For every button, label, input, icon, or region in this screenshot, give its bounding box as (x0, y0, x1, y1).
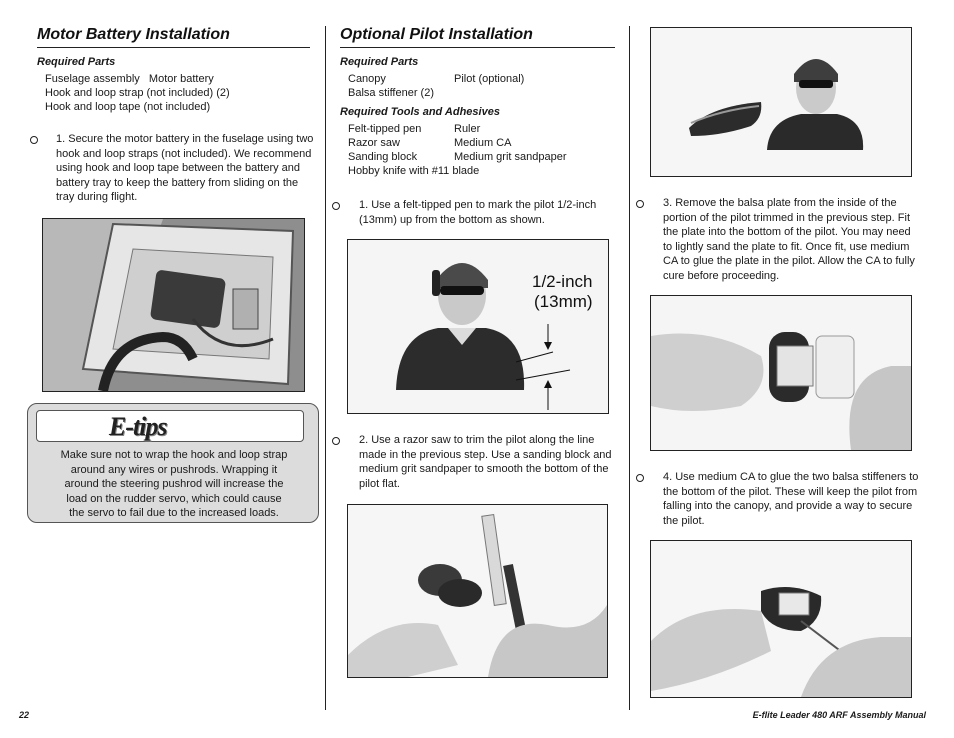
tools-row (348, 150, 623, 164)
pilot-section-heading: Optional Pilot Installation (340, 26, 615, 48)
column-divider-left (325, 26, 326, 710)
pilot-marking-photo (347, 239, 609, 414)
step-line: tray during flight. (56, 191, 138, 203)
measurement-label-mm: (13mm) (534, 292, 593, 311)
tools-item: Felt-tipped pen (348, 123, 422, 135)
etips-line: the servo to fail due to the increased loads. (69, 507, 279, 519)
manual-title-footer: E-flite Leader 480 ARF Assembly Manual (752, 710, 926, 720)
checkbox-bullet[interactable] (332, 437, 340, 445)
etips-banner (36, 410, 304, 442)
checkbox-bullet[interactable] (30, 136, 38, 144)
step-line: 1. Use a felt-tipped pen to mark the pilot 1/2-inch (359, 199, 597, 211)
step-line: 2. Use a razor saw to trim the pilot along the line (359, 434, 595, 446)
etips-line: around the steering pushrod will increase the (64, 478, 284, 490)
parts-item: Balsa stiffener (2) (348, 87, 435, 99)
parts-item: Pilot (optional) (454, 73, 525, 85)
etips-line: load on the rudder servo, which could cause (66, 492, 282, 505)
pilot-step-2 (359, 433, 621, 491)
motor-section-heading: Motor Battery Installation (37, 26, 310, 48)
parts-item: Canopy (348, 73, 386, 85)
tools-row (348, 122, 623, 136)
fuselage-battery-photo (42, 218, 305, 392)
pilot-sawing-photo (347, 504, 608, 678)
parts-row (348, 72, 618, 86)
step-line: (13mm) up from the bottom as shown. (359, 213, 545, 226)
parts-item: Hook and loop strap (not included) (2) (45, 87, 230, 99)
step-line: 4. Use medium CA to glue the two balsa stiffeners to (663, 471, 919, 483)
etips-line: Make sure not to wrap the hook and loop strap (60, 449, 288, 461)
step-line: CA to glue the plate in the pilot. Allow the CA to fully (663, 255, 915, 267)
step-line: to lightly sand the plate to fit. Once fit, use medium (663, 240, 910, 253)
step-line: 1. Secure the motor battery in the fuselage using two (56, 133, 314, 145)
tools-row (348, 136, 623, 150)
checkbox-bullet[interactable] (636, 474, 644, 482)
motor-required-parts-label: Required Parts (37, 56, 116, 68)
etips-logo: E-tips (109, 412, 167, 441)
checkbox-bullet[interactable] (636, 200, 644, 208)
balsa-plate-photo (650, 295, 912, 451)
pilot-tools-label: Required Tools and Adhesives (340, 106, 500, 118)
tools-item: Medium CA (454, 137, 512, 149)
step-line: the bottom of the pilot. These will keep the pilot from (663, 485, 918, 498)
page-number: 22 (19, 710, 30, 720)
step-line: the plate into the bottom of the pilot. You may need (663, 226, 911, 238)
step-line: pilot flat. (359, 477, 400, 490)
tools-row (348, 164, 623, 178)
pilot-parts-list (348, 72, 618, 100)
motor-parts-list (45, 72, 315, 114)
checkbox-bullet[interactable] (332, 202, 340, 210)
etips-box (27, 403, 319, 523)
etips-text (42, 448, 306, 521)
step-line: battery tray to keep the battery from sliding on the (56, 176, 299, 189)
balsa-stiffeners-photo (650, 540, 912, 698)
pilot-step-1 (359, 198, 621, 227)
tools-item: Ruler (454, 123, 481, 135)
step-line: falling into the canopy, and provide a way to secure (663, 500, 913, 512)
parts-item: Fuselage assembly Motor battery (45, 73, 214, 85)
tools-item: Sanding block (348, 151, 418, 163)
step-line: using hook and loop tape between the battery and (56, 162, 301, 174)
step-line: made in the previous step. Use a sanding block and (359, 448, 612, 461)
parts-item: Hook and loop tape (not included) (45, 101, 211, 113)
pilot-step-4 (663, 470, 925, 528)
step-line: cure before proceeding. (663, 269, 780, 282)
canopy-pilot-photo (650, 27, 912, 177)
step-line: the pilot. (663, 514, 705, 527)
column-divider-right (629, 26, 630, 710)
pilot-tools-list (348, 122, 623, 178)
step-line: portion of the pilot trimmed in the previous step. Fit (663, 211, 911, 224)
measurement-label-inch: 1/2-inch (532, 272, 593, 291)
step-line: hook and loop straps (not included). We recommend (56, 147, 312, 160)
etips-line: around any wires or pushrods. Wrapping it (70, 463, 278, 476)
motor-step-1 (56, 132, 318, 205)
tools-item: Medium grit sandpaper (454, 151, 567, 163)
parts-row (348, 86, 618, 100)
tools-item: Razor saw (348, 137, 400, 149)
tools-item: Hobby knife with #11 blade (348, 165, 480, 177)
step-line: 3. Remove the balsa plate from the inside of the (663, 197, 897, 209)
pilot-step-3 (663, 196, 925, 283)
step-line: medium grit sandpaper to smooth the bottom of the (359, 463, 609, 475)
pilot-required-parts-label: Required Parts (340, 56, 419, 68)
